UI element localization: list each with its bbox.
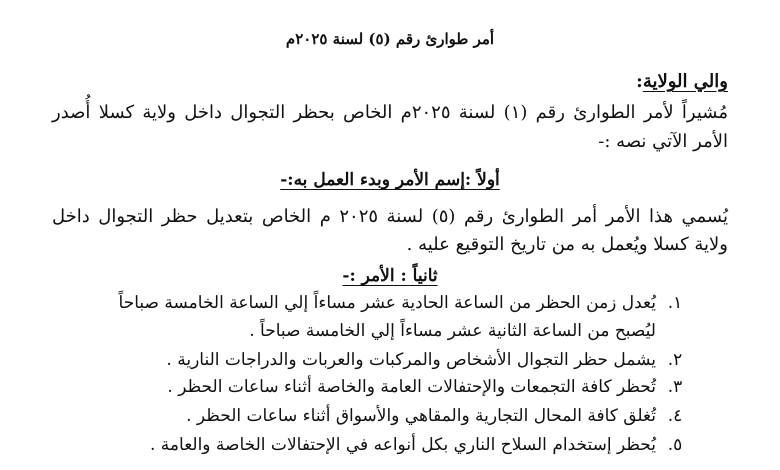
item-text: يُحظر إستخدام السلاح الناري بكل أنواعه في الإحتفالات الخاصة والعامة . [150,435,656,455]
item-number: ٣. [667,377,683,397]
item-text: تُغلق كافة المحال التجارية والمقاهي والأسواق أثناء ساعات الحظر . [186,406,656,426]
item-number: ٢. [667,350,683,370]
addressee-label: والي الولاية [642,71,728,92]
section-1-line-2: ولاية كسلا ويُعمل به من تاريخ التوقيع عليه . [406,234,728,255]
intro-line-2: الأمر الآتي نصه :- [598,131,728,152]
item-text: يُعدل زمن الحظر من الساعة الحادية عشر مساءاً إلي الساعة الخامسة صباحاً [118,293,656,313]
addressee-colon: : [636,71,643,92]
section-1-heading-text: أولاً :إسم الأمر وبدء العمل به:- [280,170,500,190]
section-2-heading [0,266,780,286]
section-2-heading-text: ثانياً : الأمر :- [342,266,438,286]
item-number: ٥. [667,435,683,455]
item-number: ١. [667,293,683,313]
section-1-heading [0,170,780,190]
item-number: ٤. [667,406,683,426]
item-text: تُحظر كافة التجمعات والإحتفالات العامة والخاصة أثناء ساعات الحظر . [167,377,656,397]
section-1-line-1: يُسمي هذا الأمر أمر الطوارئ رقم (٥) لسنة ٢٠٢٥ م الخاص بتعديل حظر التجوال داخل [52,206,729,227]
item-text-continued: ليُصبح من الساعة الثانية عشر مساءاً إلي الخامسة صباحاً . [249,321,656,341]
intro-line-1: مُشيراً لأمر الطوارئ رقم (١) لسنة ٢٠٢٥م الخاص بحظر التجوال داخل ولاية كسلا أُصدر [52,102,728,123]
item-text: يشمل حظر التجوال الأشخاص والمركبات والعربات والدراجات النارية . [166,350,656,370]
document-title: أمر طوارئ رقم (٥) لسنة ٢٠٢٥م [285,30,495,48]
addressee-heading [0,71,728,92]
